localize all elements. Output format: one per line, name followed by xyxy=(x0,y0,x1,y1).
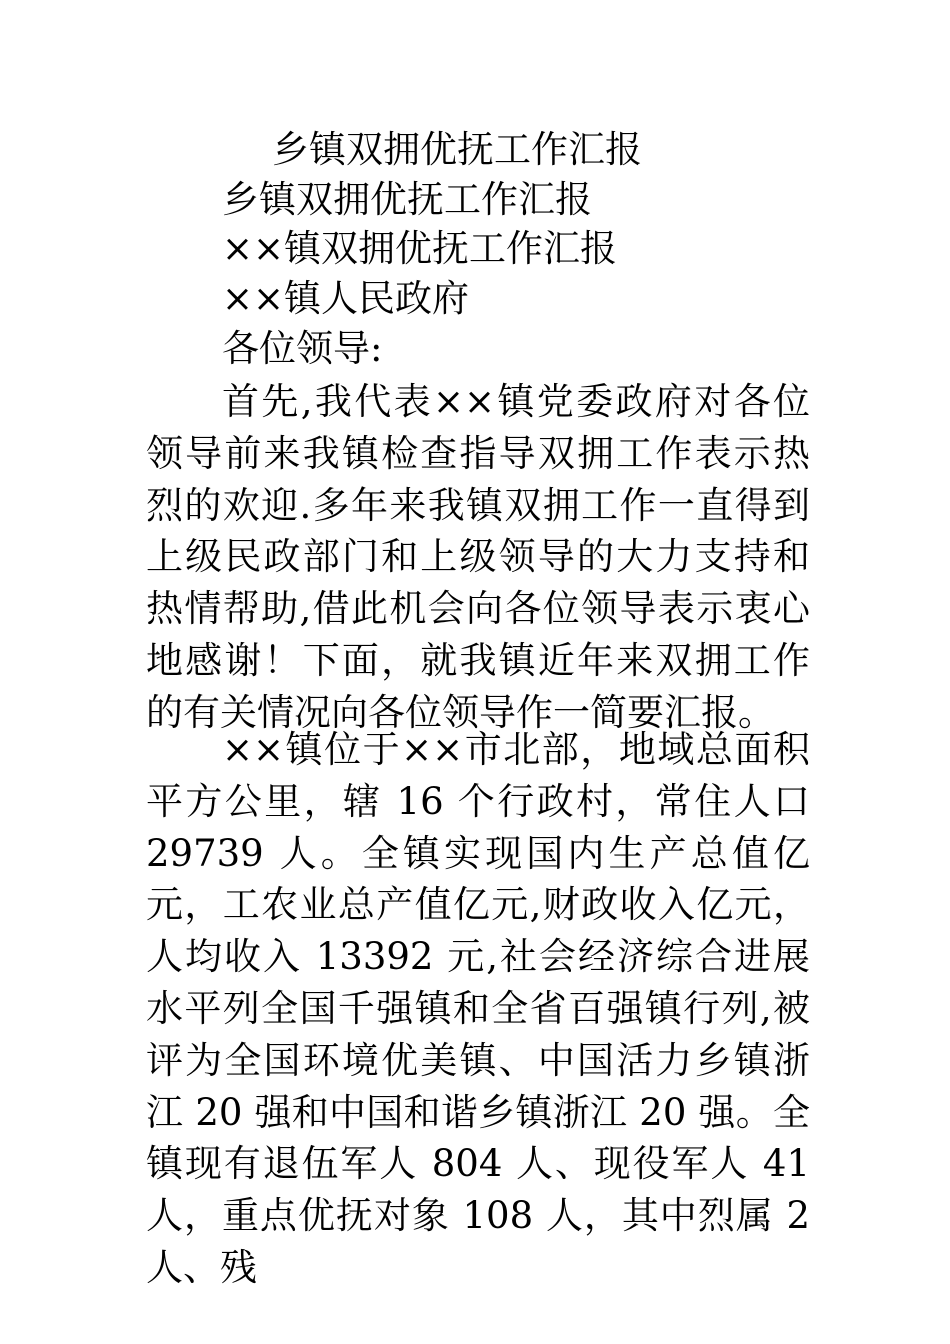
body-paragraph-overview: ××镇位于××市北部，地域总面积平方公里，辖 16 个行政村，常住人口 29739 人。全镇实现国内生产总值亿元，工农业总产值亿元,财政收入亿元，人均收入 13392 元,社会经济综合进展水平列全国千强镇和全省百强镇行列,被评为全国环境优美镇、中国活力乡镇浙江 20 强和中国和谐乡镇浙江 20 强。全镇现有退伍军人 804 人、现役军人 41 人，重点优抚对象 108 人，其中烈属 2 人、残 xyxy=(146,728,810,1289)
salutation-line: 各位领导: xyxy=(222,327,383,370)
body-paragraph-intro: 首先,我代表××镇党委政府对各位领导前来我镇检查指导双拥工作表示热烈的欢迎.多年来我镇双拥工作一直得到上级民政部门和上级领导的大力支持和热情帮助,借此机会向各位领导表示衷心地感谢！下面，就我镇近年来双拥工作的有关情况向各位领导作一简要汇报。 xyxy=(146,380,810,734)
subtitle-line: 乡镇双拥优抚工作汇报 xyxy=(222,178,592,221)
issuer-line: ××镇人民政府 xyxy=(222,277,470,320)
report-title-line: ××镇双拥优抚工作汇报 xyxy=(222,227,618,270)
document-title: 乡镇双拥优抚工作汇报 xyxy=(272,128,642,171)
